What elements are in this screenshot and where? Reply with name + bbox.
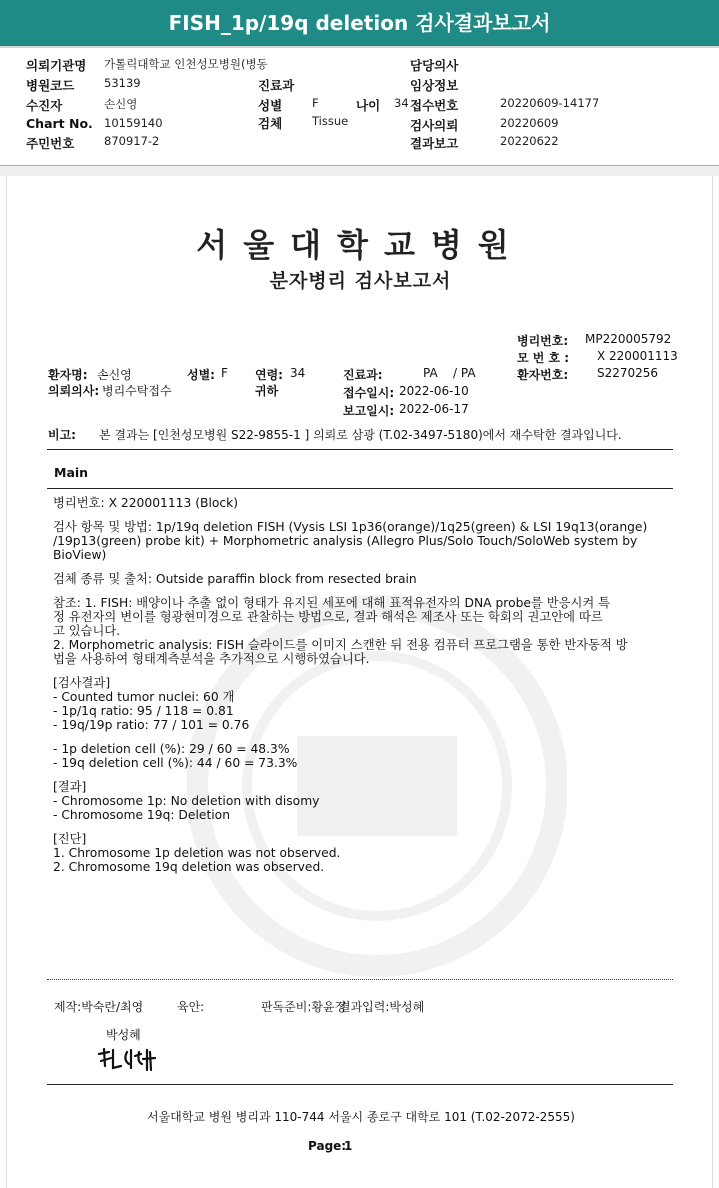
divider-main bbox=[47, 488, 673, 489]
report-sex-value: F bbox=[221, 366, 228, 380]
receipt-date-label: 접수일시: bbox=[343, 386, 395, 400]
chart-no-value: 10159140 bbox=[104, 116, 163, 130]
report-dept-second: / PA bbox=[453, 366, 476, 380]
remark-value: 본 결과는 [인천성모병원 S22-9855-1 ] 의뢰로 삼광 (T.02-3497-5180)에서 재수탁한 결과입니다. bbox=[99, 428, 622, 442]
report-title: FISH_1p/19q deletion 검사결과보고서 bbox=[0, 0, 719, 48]
conclusion-header: [결과] bbox=[53, 780, 87, 794]
diagnosis-header: [진단] bbox=[53, 832, 87, 846]
conclusion-line-2: - Chromosome 19q: Deletion bbox=[53, 808, 230, 822]
ssn-label: 주민번호 bbox=[26, 136, 75, 151]
patient-name-value: 손신영 bbox=[97, 368, 132, 382]
requester-label: 의뢰의사: bbox=[48, 384, 100, 398]
result-line-1: - Counted tumor nuclei: 60 개 bbox=[53, 690, 235, 704]
section-main-label: Main bbox=[54, 465, 89, 480]
request-date-label: 검사의뢰 bbox=[410, 118, 459, 133]
specimen-value: Tissue bbox=[312, 114, 349, 128]
path-no-label: 병리번호: bbox=[517, 334, 569, 348]
request-date-value: 20220609 bbox=[500, 116, 559, 130]
staff-prep: 제작:박숙란/최영 bbox=[54, 1000, 144, 1014]
divider-dotted bbox=[47, 979, 673, 980]
institution-value: 가톨릭대학교 인천성모병원(병동 bbox=[104, 57, 268, 71]
hospital-name: 서울대학교병원 bbox=[196, 226, 525, 264]
patient-label: 수진자 bbox=[26, 98, 63, 113]
request-info-panel bbox=[0, 50, 719, 166]
report-age-value: 34 bbox=[290, 366, 306, 380]
diagnosis-line-2: 2. Chromosome 19q deletion was observed. bbox=[53, 860, 325, 874]
body-ref-5: 법을 사용하여 형태계측분석을 추가적으로 시행하였습니다. bbox=[53, 652, 370, 666]
signature-icon bbox=[95, 1044, 167, 1074]
report-sex-label: 성별: bbox=[187, 368, 215, 382]
hospital-code-value: 53139 bbox=[104, 76, 141, 90]
remark-label: 비고: bbox=[48, 428, 76, 442]
report-age-label: 연령: bbox=[255, 368, 283, 382]
staff-slide: 판독준비:황윤정 bbox=[261, 1000, 347, 1014]
doctor-label: 담당의사 bbox=[410, 58, 459, 73]
result-line-3: - 19q/19p ratio: 77 / 101 = 0.76 bbox=[53, 718, 250, 732]
mo-no-value: X 220001113 bbox=[597, 349, 678, 363]
report-dept-value: PA bbox=[423, 366, 438, 380]
footer-address: 서울대학교 병원 병리과 110-744 서울시 종로구 대학로 101 (T.02-2072-2555) bbox=[147, 1110, 575, 1124]
patient-name-label: 환자명: bbox=[48, 368, 88, 382]
page-gap bbox=[0, 166, 719, 176]
report-dept-label: 진료과: bbox=[343, 368, 383, 382]
body-method-2: /19p13(green) probe kit) + Morphometric analysis (Allegro Plus/Solo Touch/SoloWeb system by bbox=[53, 534, 638, 548]
body-ref-1: 참조: 1. FISH: 배양이나 추출 없이 형태가 유지된 세포에 대해 표적유전자의 DNA probe를 반응시켜 특 bbox=[53, 596, 611, 610]
report-body bbox=[53, 496, 683, 874]
receipt-no-value: 20220609-14177 bbox=[500, 96, 600, 110]
requester-suffix: 귀하 bbox=[255, 384, 279, 398]
patient-no-value: S2270256 bbox=[597, 366, 659, 380]
dept-label: 진료과 bbox=[258, 78, 295, 93]
patient-no-label: 환자번호: bbox=[517, 368, 569, 382]
report-date-label-2: 보고일시: bbox=[343, 404, 395, 418]
body-method-1: 검사 항목 및 방법: 1p/19q deletion FISH (Vysis LSI 1p36(orange)/1q25(green) & LSI 19q13(orange) bbox=[53, 520, 648, 534]
body-specimen: 검체 종류 및 출처: Outside paraffin block from resected brain bbox=[53, 572, 417, 586]
divider-top bbox=[47, 449, 673, 450]
result-line-2: - 1p/1q ratio: 95 / 118 = 0.81 bbox=[53, 704, 234, 718]
clinical-info-label: 임상정보 bbox=[410, 78, 459, 93]
sex-label: 성별 bbox=[258, 98, 283, 113]
path-no-value: MP220005792 bbox=[585, 332, 672, 346]
conclusion-line-1: - Chromosome 1p: No deletion with disomy bbox=[53, 794, 320, 808]
body-path-no: 병리번호: X 220001113 (Block) bbox=[53, 496, 239, 510]
result-line-4: - 1p deletion cell (%): 29 / 60 = 48.3% bbox=[53, 742, 290, 756]
specimen-label: 검체 bbox=[258, 116, 283, 131]
mo-no-label: 모 번 호 : bbox=[517, 351, 570, 365]
body-ref-2: 정 유전자의 변이를 형광현미경으로 관찰하는 방법으로, 결과 해석은 제조사 또는 학회의 권고안에 따르 bbox=[53, 610, 603, 624]
diagnosis-line-1: 1. Chromosome 1p deletion was not observed. bbox=[53, 846, 341, 860]
body-ref-3: 고 있습니다. bbox=[53, 624, 121, 638]
report-subtitle: 분자병리 검사보고서 bbox=[269, 270, 452, 292]
receipt-date-value: 2022-06-10 bbox=[399, 384, 469, 398]
patient-value: 손신영 bbox=[104, 97, 138, 111]
report-page bbox=[6, 176, 713, 1188]
receipt-no-label: 접수번호 bbox=[410, 98, 459, 113]
result-line-5: - 19q deletion cell (%): 44 / 60 = 73.3% bbox=[53, 756, 298, 770]
report-date-label: 결과보고 bbox=[410, 136, 459, 151]
hospital-code-label: 병원코드 bbox=[26, 78, 75, 93]
staff-gross: 육안: bbox=[177, 1000, 205, 1014]
signer-name: 박성혜 bbox=[106, 1028, 141, 1042]
result-header: [검사결과] bbox=[53, 676, 111, 690]
sex-value: F bbox=[312, 96, 319, 110]
institution-label: 의뢰기관명 bbox=[26, 58, 87, 73]
body-method-3: BioView) bbox=[53, 548, 107, 562]
report-date-value: 20220622 bbox=[500, 134, 559, 148]
ssn-value: 870917-2 bbox=[104, 134, 160, 148]
staff-entry: 결과입력:박성혜 bbox=[339, 1000, 425, 1014]
age-label: 나이 bbox=[356, 98, 381, 113]
report-date-value-2: 2022-06-17 bbox=[399, 402, 469, 416]
page-number: 1 bbox=[344, 1139, 353, 1153]
divider-bottom bbox=[47, 1084, 673, 1085]
age-value: 34 bbox=[394, 96, 409, 110]
requester-value: 병리수탁접수 bbox=[102, 384, 172, 398]
chart-no-label: Chart No. bbox=[26, 116, 93, 131]
page-label: Page: bbox=[308, 1139, 347, 1153]
body-ref-4: 2. Morphometric analysis: FISH 슬라이드를 이미지 스캔한 뒤 전용 컴퓨터 프로그램을 통한 반자동적 방 bbox=[53, 638, 628, 652]
